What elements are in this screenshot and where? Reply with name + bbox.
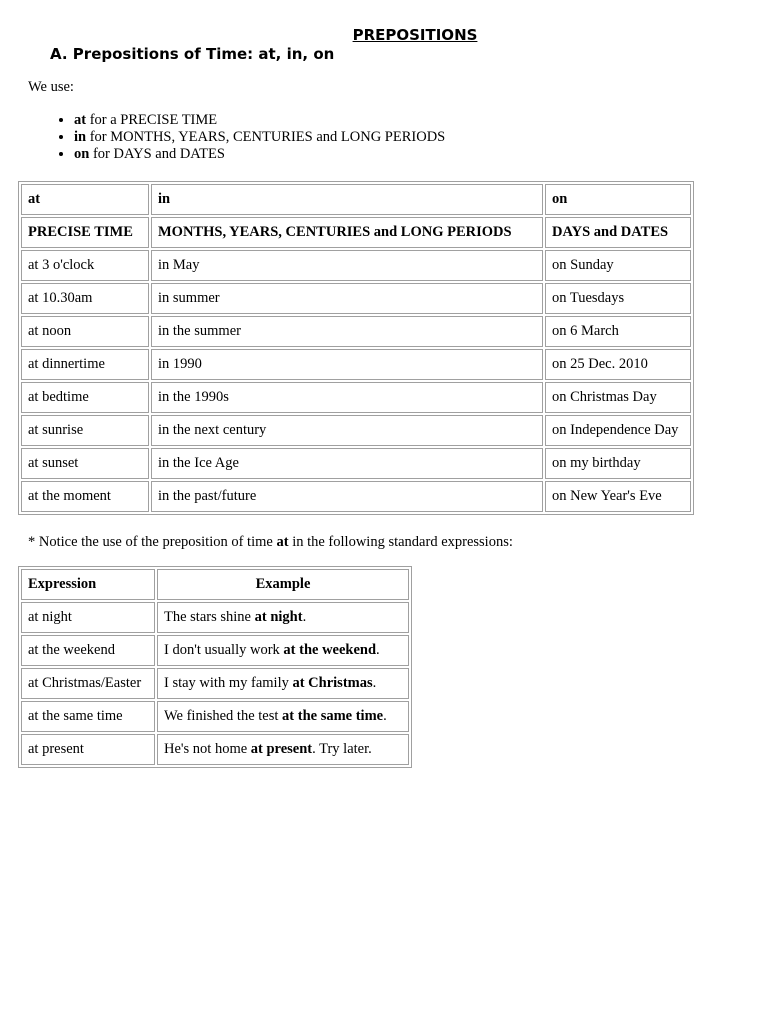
table-row [21, 448, 691, 479]
expression-cell: at Christmas/Easter [21, 668, 155, 699]
expressions-table [18, 566, 412, 768]
example-bold: at present [250, 741, 313, 757]
expression-cell: at present [21, 734, 155, 765]
usage-list [50, 112, 445, 163]
notice-text [28, 534, 513, 551]
table-row [21, 382, 691, 413]
table-cell: in the Ice Age [151, 448, 543, 479]
table-cell: on Sunday [545, 250, 691, 281]
table-cell: at noon [21, 316, 149, 347]
table-cell: on Christmas Day [545, 382, 691, 413]
notice-bold: at [276, 534, 289, 550]
example-cell [157, 635, 409, 666]
table-cell: at dinnertime [21, 349, 149, 380]
expression-cell: at night [21, 602, 155, 633]
table-cell: in the past/future [151, 481, 543, 512]
notice-before: * Notice the use of the preposition of time [28, 534, 277, 550]
header-cell: at [21, 184, 149, 215]
example-after: . [383, 708, 387, 724]
prepositions-table [18, 181, 694, 515]
header-cell: Example [157, 569, 409, 600]
expression-cell: at the weekend [21, 635, 155, 666]
table-cell: in the 1990s [151, 382, 543, 413]
example-before: I don't usually work [164, 642, 284, 658]
table-cell: in 1990 [151, 349, 543, 380]
example-after: . [302, 609, 307, 625]
table-cell: at sunset [21, 448, 149, 479]
table-cell: on my birthday [545, 448, 691, 479]
example-after: . [372, 675, 377, 691]
expression-cell: at the same time [21, 701, 155, 732]
table-row [21, 415, 691, 446]
header-cell: on [545, 184, 691, 215]
table-row [21, 349, 691, 380]
table-row [21, 250, 691, 281]
table-cell: at the moment [21, 481, 149, 512]
usage-word: in [74, 129, 87, 145]
table-cell: on 25 Dec. 2010 [545, 349, 691, 380]
usage-item-at [74, 112, 445, 129]
table-subheader-row [21, 217, 691, 248]
table-row [21, 481, 691, 512]
header-cell: Expression [21, 569, 155, 600]
section-heading: A. Prepositions of Time: at, in, on [50, 45, 335, 63]
example-after: . Try later. [312, 741, 372, 757]
table-header-row [21, 184, 691, 215]
table-cell: on 6 March [545, 316, 691, 347]
table-row [21, 283, 691, 314]
table-cell: at sunrise [21, 415, 149, 446]
header-cell: in [151, 184, 543, 215]
table-row [21, 734, 409, 765]
intro-text: We use: [28, 79, 74, 95]
page-title: PREPOSITIONS [352, 26, 478, 44]
usage-item-in [74, 129, 445, 146]
table-row [21, 635, 409, 666]
example-bold: at night [254, 609, 303, 625]
table-cell: at 10.30am [21, 283, 149, 314]
subheader-cell: PRECISE TIME [21, 217, 149, 248]
table-row [21, 602, 409, 633]
example-cell [157, 701, 409, 732]
table-row [21, 668, 409, 699]
notice-after: in the following standard expressions: [288, 534, 513, 550]
table-cell: at 3 o'clock [21, 250, 149, 281]
table-cell: in the next century [151, 415, 543, 446]
table-cell: on New Year's Eve [545, 481, 691, 512]
example-cell [157, 734, 409, 765]
table-cell: in the summer [151, 316, 543, 347]
table-cell: on Independence Day [545, 415, 691, 446]
example-bold: at the same time [282, 708, 384, 724]
usage-desc: for DAYS and DATES [89, 146, 225, 162]
subheader-cell: MONTHS, YEARS, CENTURIES and LONG PERIODS [151, 217, 543, 248]
example-cell [157, 668, 409, 699]
usage-word: at [74, 112, 87, 128]
usage-desc: for a PRECISE TIME [86, 112, 218, 128]
example-bold: at Christmas [292, 675, 373, 691]
table-cell: in May [151, 250, 543, 281]
example-bold: at the weekend [283, 642, 377, 658]
usage-desc: for MONTHS, YEARS, CENTURIES and LONG PERIODS [86, 129, 446, 145]
example-cell [157, 602, 409, 633]
subheader-cell: DAYS and DATES [545, 217, 691, 248]
table-cell: in summer [151, 283, 543, 314]
example-after: . [376, 642, 380, 658]
usage-item-on [74, 146, 445, 163]
table-row [21, 316, 691, 347]
table-cell: at bedtime [21, 382, 149, 413]
example-before: He's not home [164, 741, 251, 757]
usage-word: on [74, 146, 90, 162]
table-cell: on Tuesdays [545, 283, 691, 314]
example-before: The stars shine [164, 609, 255, 625]
example-before: We finished the test [164, 708, 283, 724]
example-before: I stay with my family [164, 675, 293, 691]
table-row [21, 701, 409, 732]
table-header-row [21, 569, 409, 600]
